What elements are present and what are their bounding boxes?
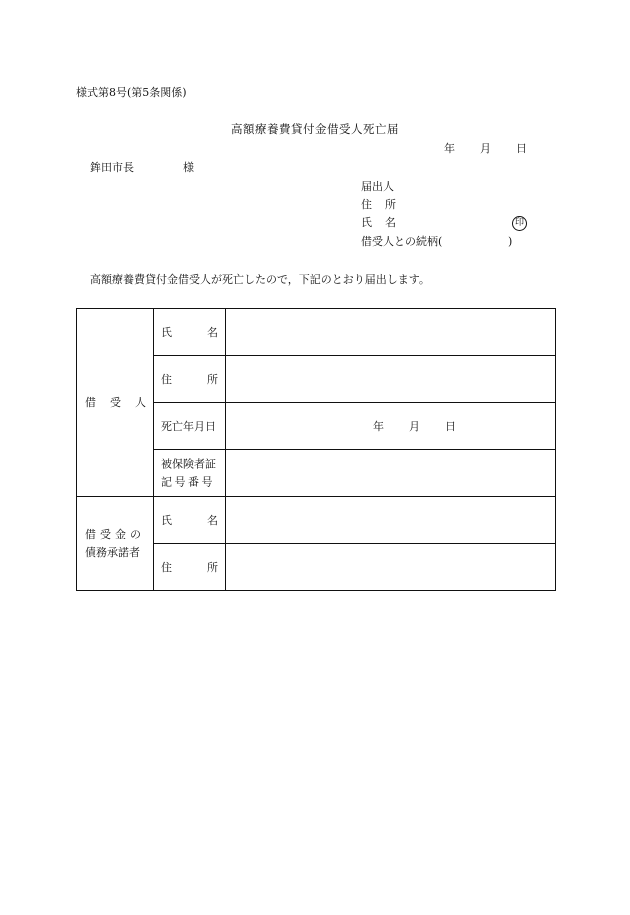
- notification-table: [76, 308, 556, 591]
- borrower-group-char-3: 人: [135, 395, 146, 409]
- addressee-city: 鉾田市長: [90, 161, 134, 174]
- label-part: 所: [207, 373, 218, 386]
- date-month-label: 月: [480, 142, 491, 155]
- table-row: [77, 309, 556, 356]
- sender-heading: 届出人: [361, 180, 394, 193]
- label-part: 所: [207, 561, 218, 574]
- label-part: 住: [161, 373, 172, 386]
- label-part: 名: [207, 326, 218, 339]
- borrower-address-label: [154, 356, 226, 403]
- successor-name-label: [154, 497, 226, 544]
- label-part: [161, 455, 216, 490]
- insured-label-line-2: 記号番号: [161, 475, 215, 488]
- sender-name-label-2: 名: [385, 216, 396, 229]
- form-number: 様式第8号(第5条関係): [76, 86, 187, 99]
- borrower-name-field[interactable]: [226, 309, 556, 356]
- borrower-group-char-1: 借: [85, 395, 96, 409]
- label-part: 名: [207, 514, 218, 527]
- death-date-day: 日: [445, 420, 456, 433]
- seal-mark: 印: [512, 216, 527, 231]
- borrower-group-char-2: 受: [110, 395, 121, 409]
- label-part: 住: [161, 561, 172, 574]
- borrower-group-cell: [77, 309, 154, 497]
- death-date-month: 月: [409, 420, 420, 433]
- sender-name-label-1: 氏: [361, 216, 372, 229]
- borrower-name-label: [154, 309, 226, 356]
- addressee-honorific: 様: [183, 161, 194, 174]
- date-day-label: 日: [516, 142, 527, 155]
- successor-group-cell: [77, 497, 154, 591]
- successor-address-field[interactable]: [226, 544, 556, 591]
- insured-label-line-1: 被保険者証: [161, 457, 216, 471]
- body-text: 高額療養費貸付金借受人が死亡したので，下記のとおり届出します。: [90, 273, 430, 286]
- death-date-label: [154, 403, 226, 450]
- table-row: [77, 497, 556, 544]
- borrower-address-field[interactable]: [226, 356, 556, 403]
- sender-address-label-2: 所: [385, 198, 396, 211]
- death-date-field[interactable]: [226, 403, 556, 450]
- sender-relation-close: ): [508, 235, 513, 248]
- label-part: 氏: [161, 514, 172, 527]
- sender-relation-label: 借受人との続柄(: [361, 235, 443, 248]
- death-date-year: 年: [373, 420, 384, 433]
- document-title: 高額療養費貸付金借受人死亡届: [231, 122, 399, 136]
- insured-card-label: [154, 450, 226, 497]
- successor-name-field[interactable]: [226, 497, 556, 544]
- date-year-label: 年: [444, 142, 455, 155]
- label-part: 氏: [161, 326, 172, 339]
- insured-card-field[interactable]: [226, 450, 556, 497]
- successor-address-label: [154, 544, 226, 591]
- sender-address-label-1: 住: [361, 198, 372, 211]
- successor-group-line-1: 借受金の: [85, 527, 145, 541]
- successor-group-line-2: 債務承諾者: [85, 545, 140, 559]
- label-part: 死亡年月日: [161, 420, 216, 433]
